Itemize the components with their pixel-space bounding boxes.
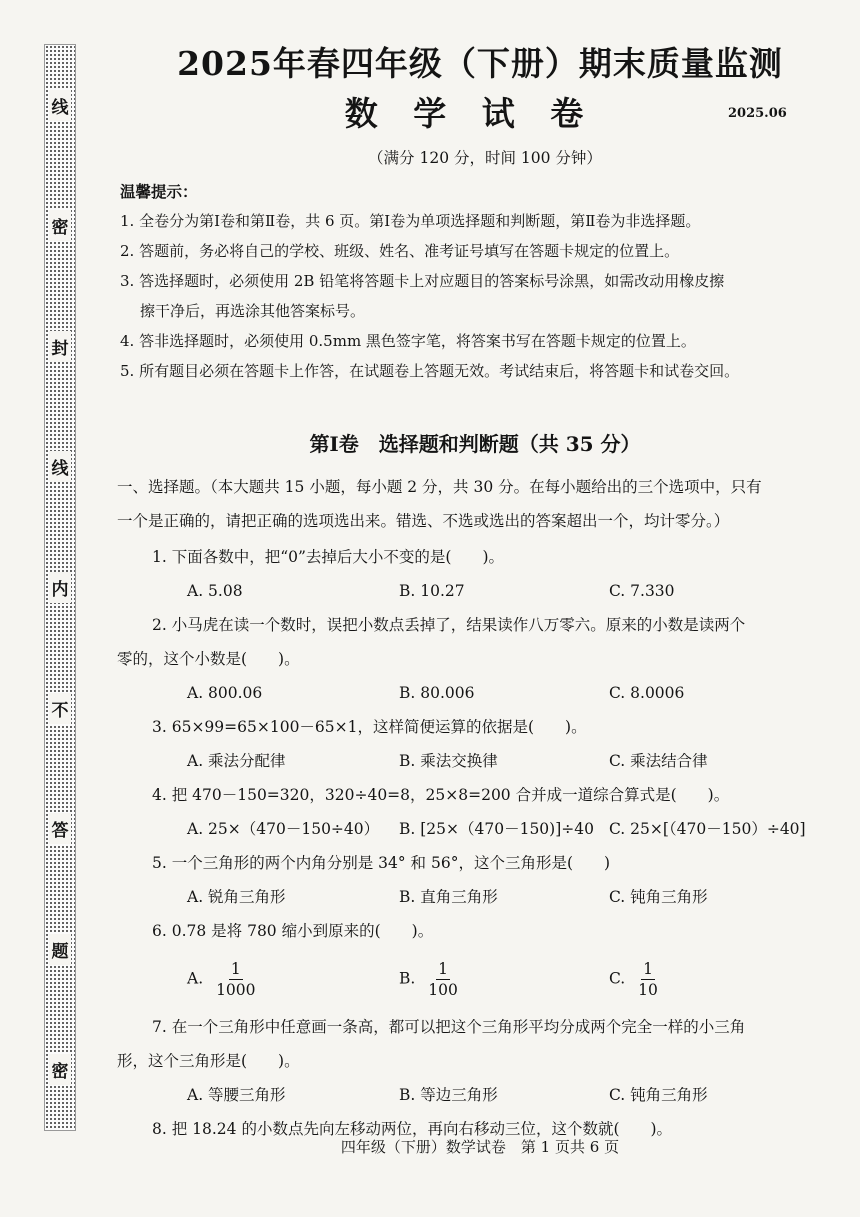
- binding-seal-strip: [44, 44, 76, 1131]
- fraction-denominator: 100: [428, 980, 458, 999]
- tip-text: 所有题目必须在答题卡上作答，在试题卷上答题无效。考试结束后，将答题卡和试卷交回。: [139, 362, 740, 380]
- question-item: [117, 846, 847, 914]
- part-intro-line: 一个是正确的，请把正确的选项选出来。错选、不选或选出的答案超出一个，均计零分。）: [117, 512, 730, 530]
- option-c: C. 钝角三角形: [609, 1086, 708, 1104]
- question-stem: 1. 下面各数中，把“0”去掉后大小不变的是( )。: [152, 548, 505, 566]
- option-a: A. 25×（470－150÷40）: [187, 820, 380, 838]
- question-stem: 4. 把 470－150=320，320÷40=8，25×8=200 合并成一道综合算式是( )。: [152, 786, 730, 804]
- option-a: A. 锐角三角形: [187, 888, 286, 906]
- fraction-numerator: 1: [643, 959, 653, 978]
- option-b: B. 直角三角形: [399, 888, 498, 906]
- option-c: C. 7.330: [609, 582, 675, 600]
- option-label: C.: [609, 969, 626, 987]
- question-stem: 6. 0.78 是将 780 缩小到原来的( )。: [152, 922, 434, 940]
- seal-char: 密: [49, 1054, 71, 1085]
- option-a: A. 800.06: [187, 684, 263, 702]
- question-item: [117, 608, 847, 710]
- question-options: [117, 744, 847, 778]
- option-label: B.: [399, 969, 416, 987]
- question-options: [117, 676, 847, 710]
- tips-heading: 温馨提示：: [120, 182, 198, 201]
- seal-char: 题: [49, 934, 71, 965]
- tip-item: [120, 266, 840, 326]
- fraction-denominator: 10: [638, 980, 658, 999]
- tip-text: 答选择题时，必须使用 2B 铅笔将答题卡上对应题目的答案标号涂黑，如需改动用橡皮擦: [139, 272, 725, 290]
- option-a: A. 等腰三角形: [187, 1086, 286, 1104]
- seal-char: 线: [49, 90, 71, 121]
- question-stem: 5. 一个三角形的两个内角分别是 34° 和 56°，这个三角形是( ): [152, 854, 611, 872]
- option-b: B. [25×（470－150)]÷40: [399, 820, 594, 838]
- tip-number: 1.: [120, 212, 135, 230]
- seal-char: 线: [49, 451, 71, 482]
- question-list: [117, 540, 847, 1146]
- option-a: A. 乘法分配律: [187, 752, 286, 770]
- option-c: [609, 959, 658, 1000]
- question-stem-continued: 零的，这个小数是( )。: [117, 650, 300, 668]
- fraction-denominator: 1000: [216, 980, 256, 999]
- seal-char: 不: [49, 693, 71, 724]
- seal-char: 内: [49, 572, 71, 603]
- tip-text: 答非选择题时，必须使用 0.5mm 黑色签字笔，将答案书写在答题卡规定的位置上。: [139, 332, 696, 350]
- question-stem: 3. 65×99=65×100－65×1，这样简便运算的依据是( )。: [152, 718, 587, 736]
- option-c: C. 钝角三角形: [609, 888, 708, 906]
- question-stem: 8. 把 18.24 的小数点先向左移动两位，再向右移动三位，这个数就( )。: [152, 1120, 673, 1138]
- tip-text: 全卷分为第Ⅰ卷和第Ⅱ卷，共 6 页。第Ⅰ卷为单项选择题和判断题，第Ⅱ卷为非选择题。: [139, 212, 701, 230]
- question-item: [117, 778, 847, 846]
- seal-char: 答: [49, 813, 71, 844]
- question-options: [117, 880, 847, 914]
- tip-item: [120, 356, 840, 386]
- fraction: [216, 959, 255, 1000]
- fraction: [428, 959, 458, 1000]
- question-stem-continued: 形，这个三角形是( )。: [117, 1052, 300, 1070]
- tip-number: 4.: [120, 332, 135, 350]
- tip-item: [120, 206, 840, 236]
- tip-number: 2.: [120, 242, 135, 260]
- part-intro: [117, 470, 837, 538]
- option-b: B. 80.006: [399, 684, 475, 702]
- option-b: B. 乘法交换律: [399, 752, 498, 770]
- option-c: C. 乘法结合律: [609, 752, 708, 770]
- option-c: C. 25×[（470－150）÷40]: [609, 820, 806, 838]
- fraction-numerator: 1: [230, 959, 241, 978]
- tip-number: 3.: [120, 272, 135, 290]
- page-title: 2025年春四年级（下册）期末质量监测: [177, 44, 783, 83]
- page-footer: 四年级（下册）数学试卷 第 1 页共 6 页: [340, 1138, 620, 1156]
- tip-number: 5.: [120, 362, 135, 380]
- option-a: [187, 959, 399, 1000]
- question-options: [117, 812, 847, 846]
- tip-item: [120, 236, 840, 266]
- fraction: [638, 959, 658, 1000]
- tips-list: [120, 206, 840, 386]
- tip-item: [120, 326, 840, 356]
- question-item: [117, 914, 847, 1010]
- seal-char: 封: [49, 331, 71, 362]
- score-info: （满分 120 分，时间 100 分钟）: [368, 149, 602, 167]
- option-a: A. 5.08: [187, 582, 243, 600]
- exam-date: 2025.06: [728, 106, 787, 121]
- exam-subtitle: 数 学 试 卷: [344, 94, 596, 133]
- question-item: [117, 540, 847, 608]
- option-label: A.: [187, 969, 204, 987]
- part-intro-line: 一、选择题。（本大题共 15 小题，每小题 2 分，共 30 分。在每小题给出的三个选项中，只有: [117, 478, 762, 496]
- fraction-numerator: 1: [438, 959, 448, 978]
- question-item: [117, 1010, 847, 1112]
- tip-text-continued: 擦干净后，再选涂其他答案标号。: [140, 302, 366, 320]
- tip-text: 答题前，务必将自己的学校、班级、姓名、准考证号填写在答题卡规定的位置上。: [139, 242, 680, 260]
- question-item: [117, 710, 847, 778]
- section-heading: 第Ⅰ卷 选择题和判断题（共 35 分）: [309, 432, 641, 456]
- question-stem: 7. 在一个三角形中任意画一条高，都可以把这个三角形平均分成两个完全一样的小三角: [152, 1018, 746, 1036]
- question-options: [117, 1078, 847, 1112]
- option-c: C. 8.0006: [609, 684, 685, 702]
- question-options: [117, 574, 847, 608]
- option-b: B. 等边三角形: [399, 1086, 498, 1104]
- option-b: B. 10.27: [399, 582, 465, 600]
- seal-char: 密: [49, 210, 71, 241]
- question-options: [117, 948, 847, 1010]
- option-b: [399, 959, 609, 1000]
- question-stem: 2. 小马虎在读一个数时，误把小数点丢掉了，结果读作八万零六。原来的小数是读两个: [152, 616, 746, 634]
